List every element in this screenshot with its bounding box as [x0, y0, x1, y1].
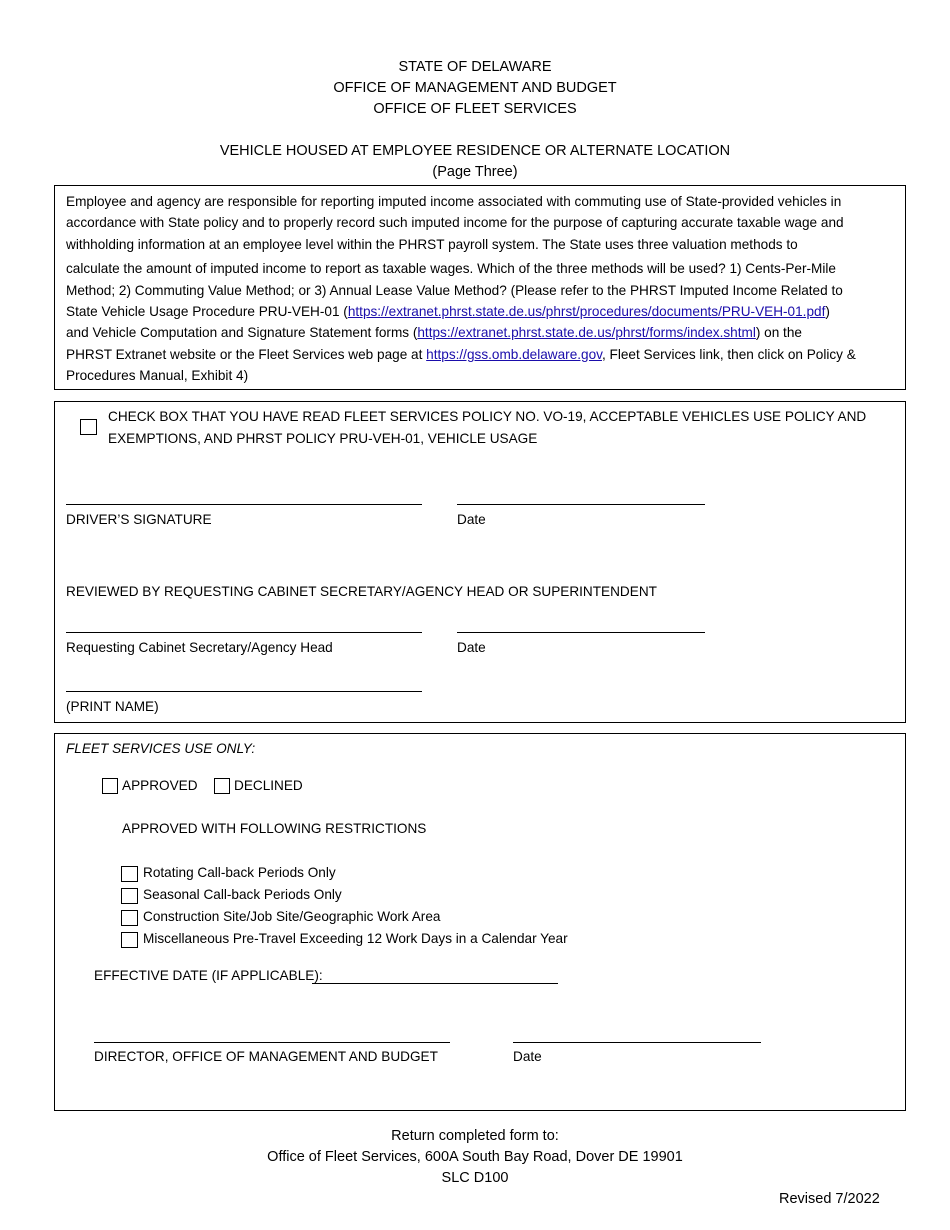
- restriction-label: Miscellaneous Pre-Travel Exceeding 12 Work Days in a Calendar Year: [143, 931, 568, 946]
- intro-text: and Vehicle Computation and Signature Statement forms (: [66, 325, 418, 341]
- intro-line: accordance with State policy and to properly record such imputed income for the purpose of capturing accurate taxable wage and: [66, 215, 844, 231]
- pre-travel-checkbox[interactable]: [121, 932, 138, 948]
- intro-line: [66, 322, 896, 343]
- approved-checkbox[interactable]: [102, 778, 118, 794]
- approved-label: APPROVED: [122, 778, 198, 793]
- effective-date-line[interactable]: [312, 983, 558, 984]
- work-area-checkbox[interactable]: [121, 910, 138, 926]
- restriction-label: Rotating Call-back Periods Only: [143, 865, 336, 880]
- driver-date-label: Date: [457, 512, 486, 527]
- driver-signature-label: DRIVER’S SIGNATURE: [66, 512, 212, 527]
- rotating-callback-checkbox[interactable]: [121, 866, 138, 882]
- director-label: DIRECTOR, OFFICE OF MANAGEMENT AND BUDGET: [94, 1049, 438, 1064]
- driver-signature-line[interactable]: [66, 504, 422, 505]
- procedure-link[interactable]: https://extranet.phrst.state.de.us/phrst/procedures/documents/PRU-VEH-01.pdf: [347, 304, 826, 320]
- fleet-heading: FLEET SERVICES USE ONLY:: [66, 741, 256, 756]
- form-title: VEHICLE HOUSED AT EMPLOYEE RESIDENCE OR ALTERNATE LOCATION: [219, 143, 731, 159]
- print-name-line[interactable]: [66, 691, 422, 692]
- director-date-line[interactable]: [513, 1042, 761, 1043]
- intro-text: ): [825, 304, 830, 320]
- intro-text: ) on the: [755, 325, 802, 341]
- intro-line: Method; 2) Commuting Value Method; or 3) Annual Lease Value Method? (Please refer to the PHRST Imputed Income Related to: [66, 282, 843, 298]
- page-indicator: (Page Three): [432, 164, 518, 180]
- intro-line: withholding information at an employee level within the PHRST payroll system. The State uses three valuation methods to: [66, 236, 798, 252]
- restriction-label: Seasonal Call-back Periods Only: [143, 887, 342, 902]
- intro-text: PHRST Extranet website or the Fleet Services web page at: [66, 346, 427, 362]
- secretary-date-line[interactable]: [457, 632, 705, 633]
- effective-date-label: EFFECTIVE DATE (IF APPLICABLE):: [94, 968, 323, 983]
- fleet-website-link[interactable]: https://gss.omb.delaware.gov: [426, 346, 602, 362]
- acknowledge-line1: CHECK BOX THAT YOU HAVE READ FLEET SERVICES POLICY NO. VO-19, ACCEPTABLE VEHICLES USE POLICY AND: [108, 409, 867, 424]
- declined-checkbox[interactable]: [214, 778, 230, 794]
- forms-link[interactable]: https://extranet.phrst.state.de.us/phrst/forms/index.shtml: [417, 325, 756, 341]
- return-address: Office of Fleet Services, 600A South Bay Road, Dover DE 19901: [267, 1149, 683, 1165]
- revised-date: Revised 7/2022: [779, 1191, 880, 1207]
- intro-text: State Vehicle Usage Procedure PRU-VEH-01 (: [66, 304, 348, 320]
- signature-box: [54, 401, 906, 723]
- print-name-label: (PRINT NAME): [66, 699, 159, 714]
- secretary-signature-line[interactable]: [66, 632, 422, 633]
- acknowledge-line2: EXEMPTIONS, AND PHRST POLICY PRU-VEH-01, VEHICLE USAGE: [108, 431, 538, 446]
- declined-label: DECLINED: [234, 778, 303, 793]
- header-omb: OFFICE OF MANAGEMENT AND BUDGET: [333, 80, 617, 96]
- restriction-label: Construction Site/Job Site/Geographic Work Area: [143, 909, 441, 924]
- policy-read-checkbox[interactable]: [80, 419, 97, 435]
- intro-line: Employee and agency are responsible for reporting imputed income associated with commuting use of State-provided vehicles in: [66, 194, 842, 209]
- header-fleet: OFFICE OF FLEET SERVICES: [373, 101, 577, 117]
- reviewed-heading: REVIEWED BY REQUESTING CABINET SECRETARY/AGENCY HEAD OR SUPERINTENDENT: [66, 584, 657, 599]
- header-state: STATE OF DELAWARE: [398, 59, 552, 75]
- driver-date-line[interactable]: [457, 504, 705, 505]
- intro-line: Procedures Manual, Exhibit 4): [66, 368, 249, 384]
- secretary-label: Requesting Cabinet Secretary/Agency Head: [66, 640, 333, 655]
- intro-line: [66, 344, 896, 365]
- director-signature-line[interactable]: [94, 1042, 450, 1043]
- intro-line: [66, 301, 896, 322]
- restrictions-heading: APPROVED WITH FOLLOWING RESTRICTIONS: [122, 821, 427, 836]
- secretary-date-label: Date: [457, 640, 486, 655]
- slc-code: SLC D100: [441, 1170, 509, 1186]
- return-line: Return completed form to:: [391, 1128, 559, 1144]
- intro-line: calculate the amount of imputed income to report as taxable wages. Which of the three methods will be used? 1) Cents-Per-Mile: [66, 261, 836, 277]
- intro-paragraph: [66, 191, 896, 387]
- director-date-label: Date: [513, 1049, 542, 1064]
- seasonal-callback-checkbox[interactable]: [121, 888, 138, 904]
- intro-text: , Fleet Services link, then click on Policy &: [601, 346, 856, 362]
